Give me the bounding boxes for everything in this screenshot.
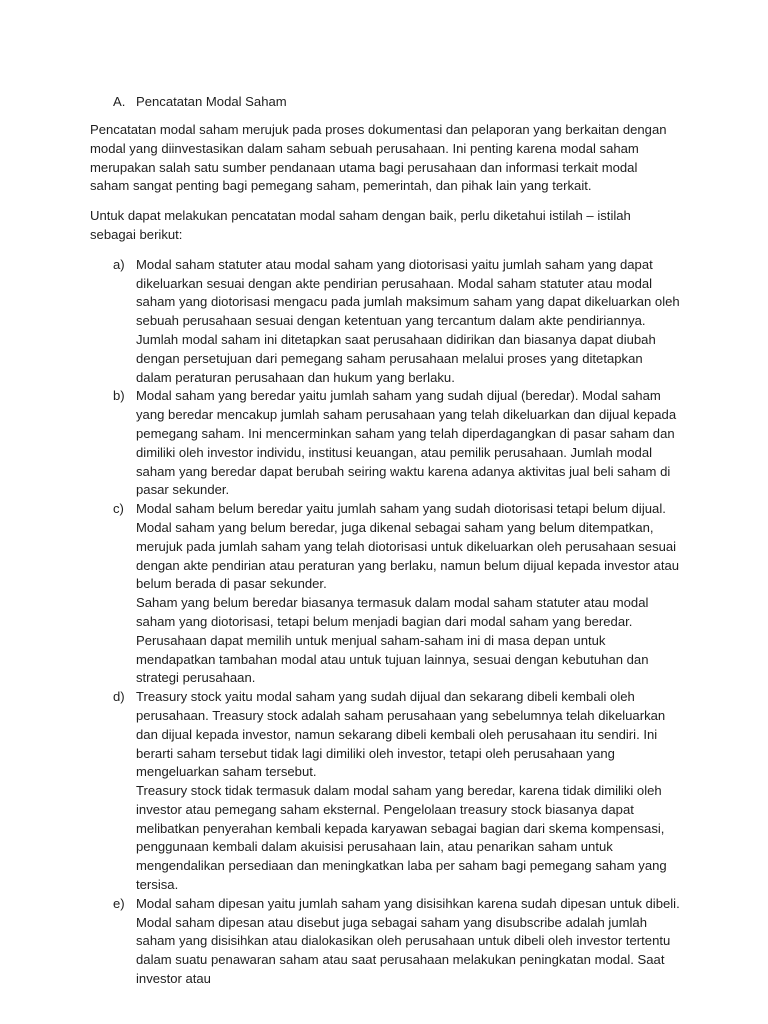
list-item (90, 895, 680, 989)
section-heading-marker: A. (113, 94, 126, 109)
section-heading-title: Pencatatan Modal Saham (136, 94, 287, 109)
list-item (90, 688, 680, 895)
list-item (90, 256, 680, 388)
list-item-text: Modal saham dipesan yaitu jumlah saham yang disisihkan karena sudah dipesan untuk dibeli. Modal saham dipesan atau disebut juga sebagai saham yang disubscribe adalah jumlah saham yang disisihkan atau dialokasikan oleh perusahaan untuk dibeli oleh investor tertentu dalam suatu penawaran saham atau saat perusahaan melakukan peningkatan modal. Saat investor atau (136, 895, 680, 987)
list-item-marker: b) (113, 388, 125, 404)
terms-list (90, 256, 680, 989)
list-item-continuation-text: Saham yang belum beredar biasanya termasuk dalam modal saham statuter atau modal saham yang diotorisasi, tetapi belum menjadi bagian dari modal saham yang beredar. Perusahaan dapat memilih untuk menjual saham-saham ini di masa depan untuk mendapatkan tambahan modal atau untuk tujuan lainnya, sesuai dengan kebutuhan dan strategi perusahaan. (136, 595, 649, 686)
list-item-text: Modal saham yang beredar yaitu jumlah saham yang sudah dijual (beredar). Modal saham yang beredar mencakup jumlah saham perusahaan yang telah dikeluarkan dan dijual kepada pemegang saham. Ini mencerminkan saham yang telah diperdagangkan di pasar saham dan dimiliki oleh investor individu, institusi keuangan, atau pemilik perusahaan. Jumlah modal saham yang beredar dapat berubah seiring waktu karena adanya aktivitas jual beli saham di pasar sekunder. (136, 388, 677, 498)
list-item-marker: e) (113, 895, 125, 911)
list-item (90, 387, 680, 500)
list-item (90, 500, 680, 688)
list-item-continuation-text: Treasury stock tidak termasuk dalam modal saham yang beredar, karena tidak dimiliki oleh investor atau pemegang saham eksternal. Pengelolaan treasury stock biasanya dapat melibatkan penyerahan kembali kepada karyawan sebagai bagian dari skema kompensasi, penggunaan kembali dalam akuisisi perusahaan lain, atau penarikan saham untuk mengendalikan persediaan dan meningkatkan laba per saham bagi pemegang saham yang tersisa. (136, 783, 667, 893)
list-item-text: Modal saham belum beredar yaitu jumlah saham yang sudah diotorisasi tetapi belum dijual. Modal saham yang belum beredar, juga dikenal sebagai saham yang belum ditempatkan, merujuk pada jumlah saham yang telah diotorisasi untuk dikeluarkan oleh perusahaan sesuai dengan akte pendirian atau peraturan yang berlaku, namun belum dijual kepada investor atau belum berada di pasar sekunder. (136, 501, 680, 592)
section-heading (90, 93, 680, 112)
document-content (90, 93, 680, 989)
list-item-marker: a) (113, 256, 125, 272)
list-item-text: Modal saham statuter atau modal saham yang diotorisasi yaitu jumlah saham yang dapat dikeluarkan sesuai dengan akte pendirian perusahaan. Modal saham statuter atau modal saham yang diotorisasi mengacu pada jumlah maksimum saham yang dapat dikeluarkan oleh sebuah perusahaan sesuai dengan ketentuan yang tercantum dalam akte pendiriannya. Jumlah modal saham ini ditetapkan saat perusahaan didirikan dan biasanya dapat diubah dengan persetujuan dari pemegang saham perusahaan melalui proses yang ditetapkan dalam peraturan perusahaan dan hukum yang berlaku. (136, 256, 680, 385)
list-item-marker: d) (113, 689, 125, 705)
list-item-text: Treasury stock yaitu modal saham yang sudah dijual dan sekarang dibeli kembali oleh perusahaan. Treasury stock adalah saham perusahaan yang sebelumnya telah dikeluarkan dan dijual kepada investor, namun sekarang dibeli kembali oleh perusahaan itu sendiri. Ini berarti saham tersebut tidak lagi dimiliki oleh investor, tetapi oleh perusahaan yang mengeluarkan saham tersebut. (136, 689, 666, 780)
paragraph-terms-intro: Untuk dapat melakukan pencatatan modal saham dengan baik, perlu diketahui istilah – istilah sebagai berikut: (90, 208, 631, 242)
list-item-marker: c) (113, 501, 124, 517)
paragraph-intro: Pencatatan modal saham merujuk pada proses dokumentasi dan pelaporan yang berkaitan dengan modal yang diinvestasikan dalam saham sebuah perusahaan. Ini penting karena modal saham merupakan salah satu sumber pendanaan utama bagi perusahaan dan informasi terkait modal saham sangat penting bagi pemegang saham, pemerintah, dan pihak lain yang terkait. (90, 122, 667, 194)
